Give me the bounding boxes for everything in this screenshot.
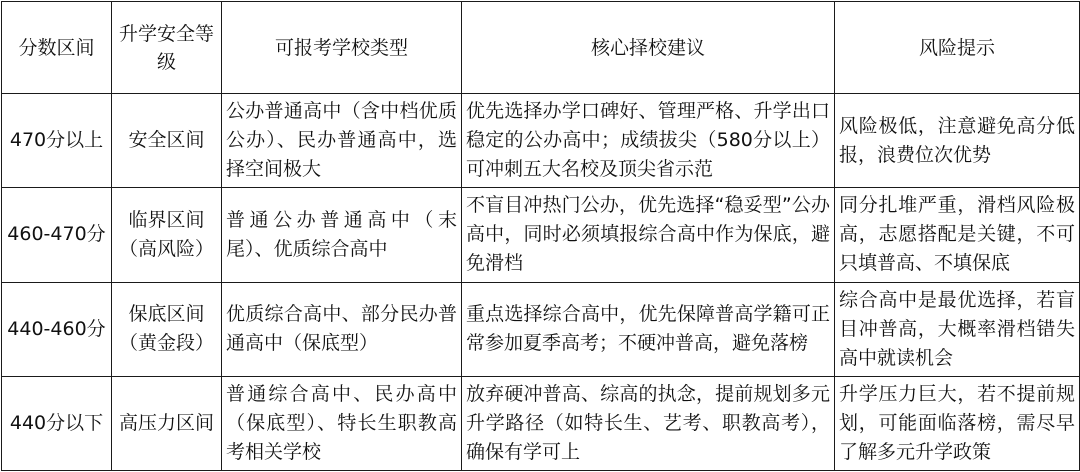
score-range-cell: 440-460分 <box>2 282 112 376</box>
school-choice-table <box>1 1 1080 471</box>
score-range-cell: 460-470分 <box>2 188 112 282</box>
header-safety-level: 升学安全等级 <box>112 2 222 94</box>
core-advice-cell: 放弃硬冲普高、综高的执念，提前规划多元升学路径（如特长生、艺考、职教高考），确保有学可上 <box>462 376 835 470</box>
table-header-row <box>2 2 1080 94</box>
table-row <box>2 376 1080 470</box>
core-advice-cell: 重点选择综合高中，优先保障普高学籍可正常参加夏季高考；不硬冲普高，避免落榜 <box>462 282 835 376</box>
table-row <box>2 94 1080 188</box>
risk-notice-cell: 同分扎堆严重，滑档风险极高，志愿搭配是关键，不可只填普高、不填保底 <box>835 188 1080 282</box>
safety-level-cell: 安全区间 <box>112 94 222 188</box>
risk-notice-cell: 升学压力巨大，若不提前规划，可能面临落榜，需尽早了解多元升学政策 <box>835 376 1080 470</box>
header-score-range: 分数区间 <box>2 2 112 94</box>
score-range-cell: 470分以上 <box>2 94 112 188</box>
risk-notice-cell: 综合高中是最优选择，若盲目冲普高，大概率滑档错失高中就读机会 <box>835 282 1080 376</box>
safety-level-cell: 保底区间（黄金段） <box>112 282 222 376</box>
table-row <box>2 282 1080 376</box>
score-range-cell: 440分以下 <box>2 376 112 470</box>
header-risk-notice: 风险提示 <box>835 2 1080 94</box>
safety-level-cell: 临界区间（高风险） <box>112 188 222 282</box>
school-types-cell: 优质综合高中、部分民办普通高中（保底型） <box>222 282 462 376</box>
risk-notice-cell: 风险极低，注意避免高分低报，浪费位次优势 <box>835 94 1080 188</box>
table-row <box>2 188 1080 282</box>
core-advice-cell: 不盲目冲热门公办，优先选择“稳妥型”公办高中，同时必须填报综合高中作为保底，避免滑档 <box>462 188 835 282</box>
core-advice-cell: 优先选择办学口碑好、管理严格、升学出口稳定的公办高中；成绩拔尖（580分以上）可冲刺五大名校及顶尖省示范 <box>462 94 835 188</box>
header-school-types: 可报考学校类型 <box>222 2 462 94</box>
school-types-cell: 公办普通高中（含中档优质公办）、民办普通高中，选择空间极大 <box>222 94 462 188</box>
header-core-advice: 核心择校建议 <box>462 2 835 94</box>
safety-level-cell: 高压力区间 <box>112 376 222 470</box>
school-types-cell: 普通综合高中、民办高中（保底型）、特长生职教高考相关学校 <box>222 376 462 470</box>
school-types-cell: 普通公办普通高中（末尾）、优质综合高中 <box>222 188 462 282</box>
